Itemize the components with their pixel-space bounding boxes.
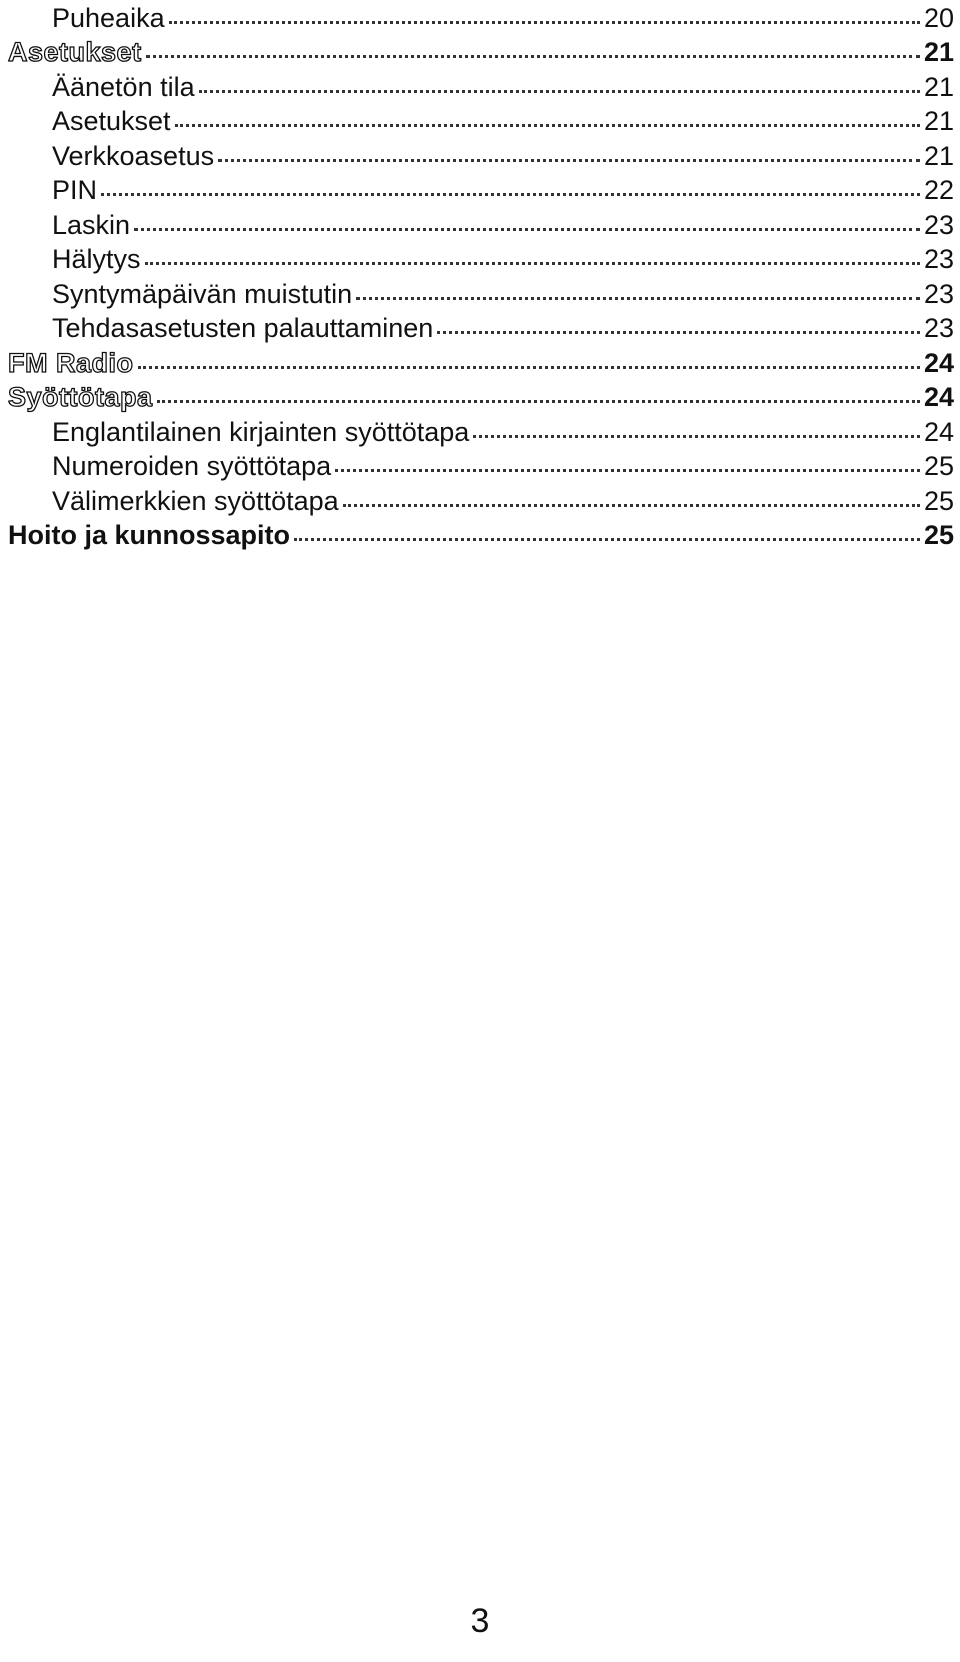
dot-leader [145,262,920,265]
dot-leader [199,90,920,93]
toc-entry-page: 25 [923,451,954,481]
toc-entry-title: Äänetön tila [52,71,195,102]
dot-leader [134,228,920,231]
toc-chapter-title: Hoito ja kunnossapito [8,520,291,550]
toc-entry-page: 23 [923,313,954,343]
toc-entry-title: Välimerkkien syöttötapa [52,485,339,516]
dot-leader [138,366,920,369]
toc-entry-title: PIN [52,175,98,205]
toc-entry-page: 23 [923,209,954,240]
toc-chapter-page: 25 [923,520,954,550]
toc-entry-page: 23 [923,278,954,309]
toc-entry-page: 24 [923,416,954,447]
toc-entry-pin[interactable] [8,173,958,208]
toc-entry-page: 23 [923,244,954,274]
dot-leader [437,331,920,334]
toc-entry-title: Tehdasasetusten palauttaminen [52,313,434,343]
toc-section-title: FM Radio [8,347,134,378]
toc-entry-title: Hälytys [52,244,141,274]
dot-leader [169,21,920,24]
dot-leader [101,193,920,196]
toc-entry-halytys[interactable] [8,242,958,277]
toc-entry-title: Verkkoasetus [52,140,215,171]
dot-leader [356,297,920,300]
toc-entry-puheaika[interactable] [8,0,958,35]
toc-section-page: 24 [923,382,954,412]
toc-entry-title: Asetukset [52,106,171,136]
toc-section-syottotapa[interactable] [8,380,958,415]
toc-section-fm-radio[interactable] [8,345,958,380]
toc-entry-page: 21 [923,71,954,102]
toc-section-title: Syöttötapa [8,382,153,412]
dot-leader [343,504,920,507]
dot-leader [473,435,920,438]
toc-entry-verkkoasetus[interactable] [8,138,958,173]
toc-entry-page: 21 [923,140,954,171]
toc-entry-title: Puheaika [52,2,165,33]
toc-entry-englantilainen-kirjainten-syottotapa[interactable] [8,414,958,449]
toc-entry-tehdasasetusten-palauttaminen[interactable] [8,311,958,346]
dot-leader [175,124,920,127]
toc-entry-title: Numeroiden syöttötapa [52,451,332,481]
dot-leader [157,400,920,403]
toc-entry-page: 21 [923,106,954,136]
toc-entry-numeroiden-syottotapa[interactable] [8,449,958,484]
toc-section-page: 21 [923,37,954,67]
table-of-contents [8,0,958,552]
toc-entry-title: Englantilainen kirjainten syöttötapa [52,416,470,447]
toc-entry-aaneton-tila[interactable] [8,69,958,104]
toc-entry-valimerkkien-syottotapa[interactable] [8,483,958,518]
toc-entry-title: Laskin [52,209,131,240]
toc-section-asetukset[interactable] [8,35,958,70]
toc-entry-page: 25 [923,485,954,516]
dot-leader [218,159,920,162]
toc-entry-laskin[interactable] [8,207,958,242]
toc-entry-asetukset[interactable] [8,104,958,139]
toc-entry-title: Syntymäpäivän muistutin [52,278,353,309]
dot-leader [294,538,920,541]
toc-section-page: 24 [923,347,954,378]
toc-section-title: Asetukset [8,37,142,67]
toc-entry-syntymapaivan-muistutin[interactable] [8,276,958,311]
toc-entry-page: 20 [923,2,954,33]
page-number: 3 [470,1602,490,1640]
dot-leader [335,469,920,472]
toc-entry-page: 22 [923,175,954,205]
dot-leader [146,55,920,58]
toc-chapter-hoito-ja-kunnossapito[interactable] [8,518,958,553]
